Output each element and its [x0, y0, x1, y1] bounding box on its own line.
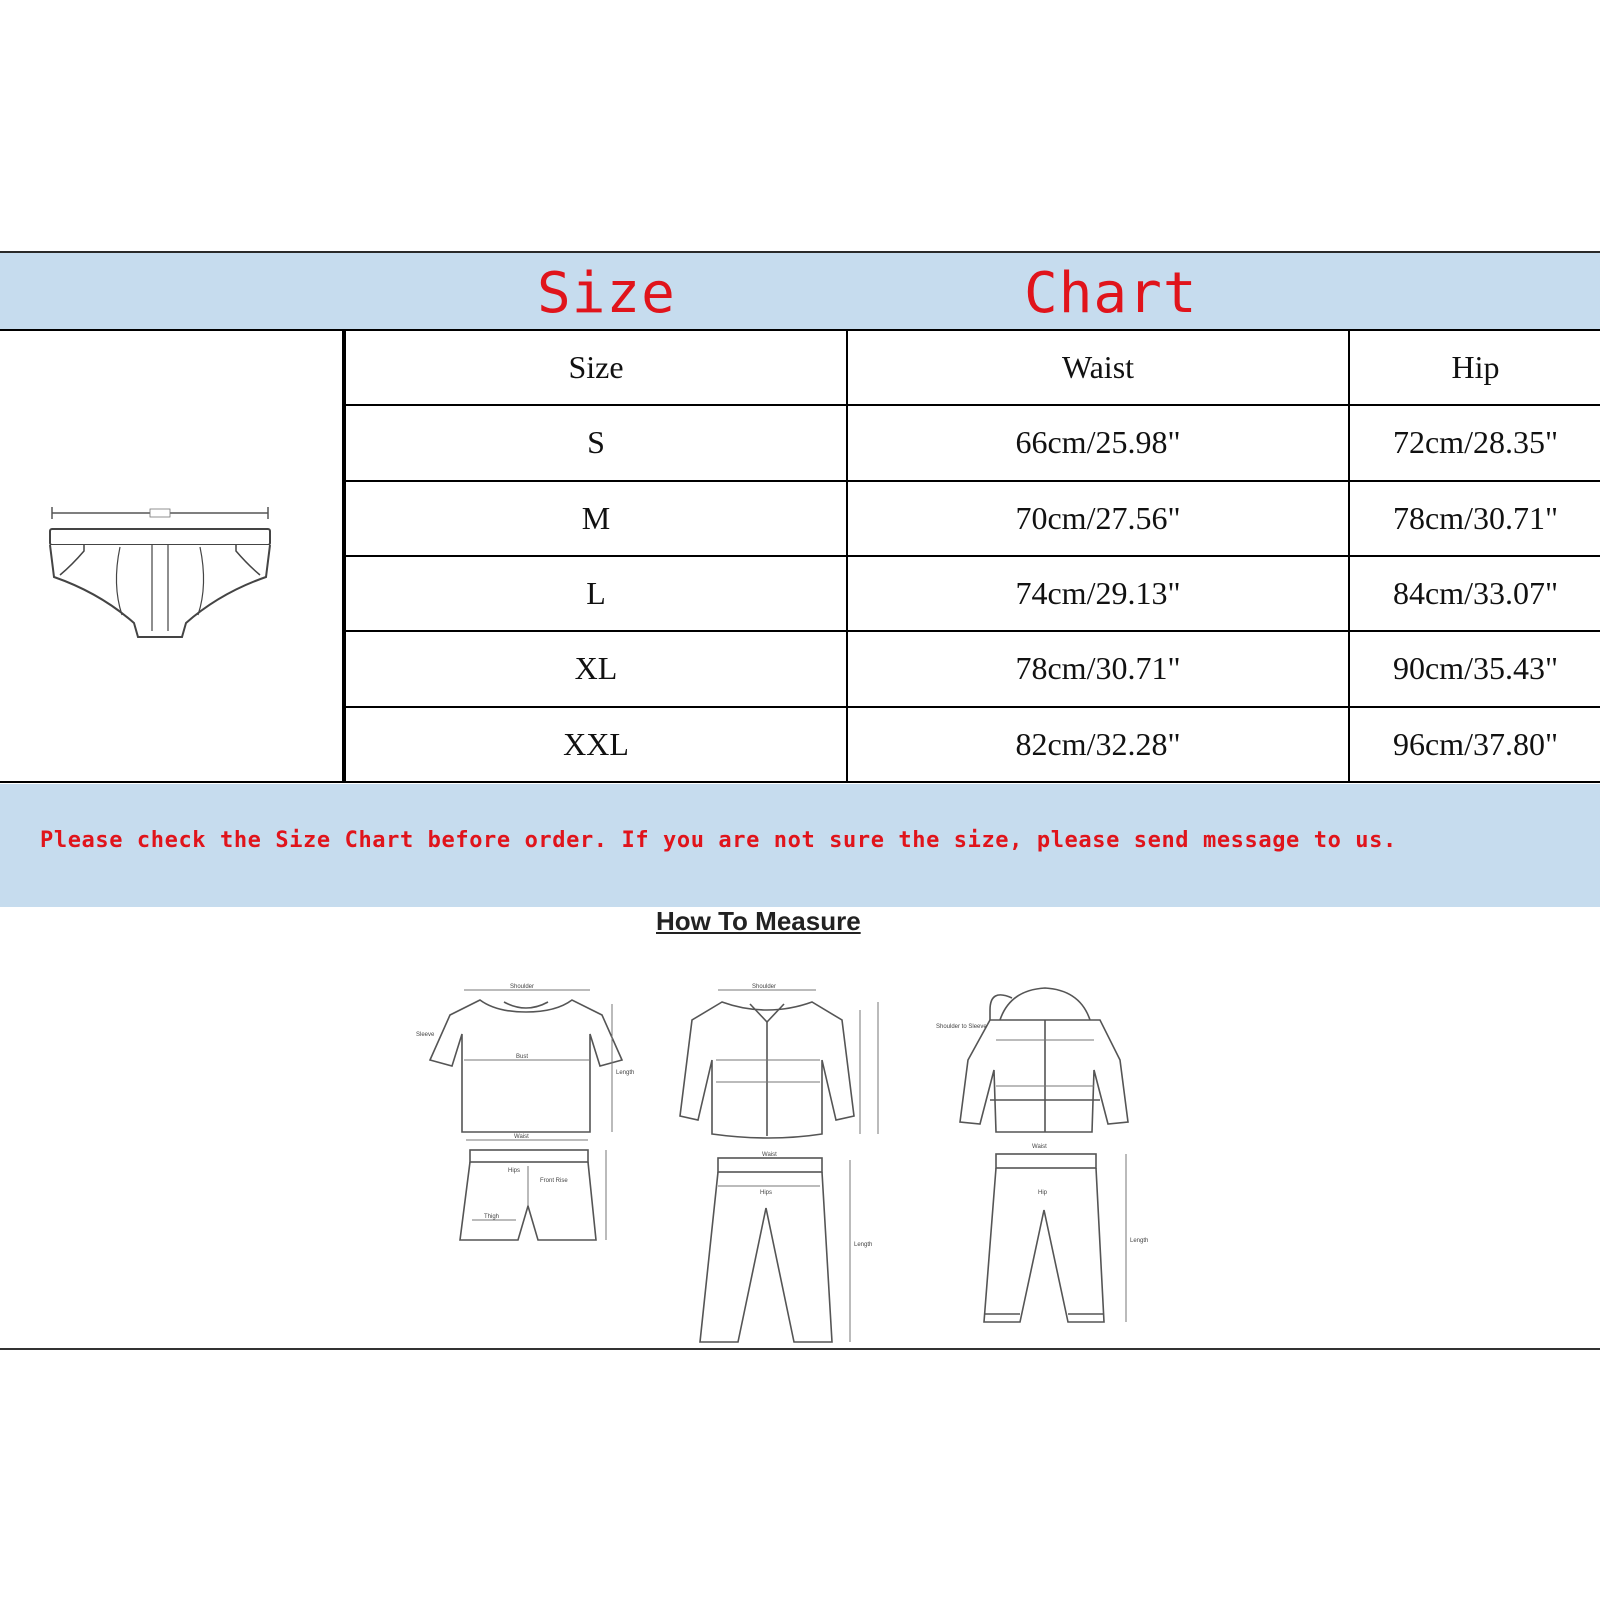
cell-waist: 78cm/30.71"	[847, 631, 1349, 706]
cell-size: XL	[345, 631, 847, 706]
cell-waist: 70cm/27.56"	[847, 481, 1349, 556]
cell-size: M	[345, 481, 847, 556]
table-header-row	[345, 330, 1600, 405]
order-note: Please check the Size Chart before order. If you are not sure the size, please send message to us.	[40, 828, 1397, 853]
label-shoulder: Shoulder	[510, 984, 535, 990]
label-length: Length	[616, 1070, 635, 1076]
label-waist: Waist	[514, 1134, 529, 1140]
table-row	[345, 707, 1600, 782]
cell-waist: 66cm/25.98"	[847, 405, 1349, 480]
how-to-measure-diagram	[380, 910, 1220, 1348]
label-trousers-hips: Hips	[760, 1190, 773, 1196]
cell-hip: 78cm/30.71"	[1349, 481, 1600, 556]
label-joggers-waist: Waist	[1032, 1144, 1047, 1150]
briefs-illustration	[0, 331, 342, 783]
table-row	[345, 631, 1600, 706]
label-joggers-hip: Hip	[1038, 1190, 1048, 1196]
shorts-illustration	[460, 1150, 606, 1240]
cell-hip: 96cm/37.80"	[1349, 707, 1600, 782]
table-row	[345, 405, 1600, 480]
joggers-illustration	[984, 1154, 1126, 1322]
cell-waist: 74cm/29.13"	[847, 556, 1349, 631]
tshirt-illustration	[430, 990, 622, 1140]
cell-hip: 72cm/28.35"	[1349, 405, 1600, 480]
label-sleeve: Sleeve	[416, 1032, 435, 1038]
title-band	[0, 251, 1600, 331]
table-row	[345, 556, 1600, 631]
column-header-size: Size	[345, 330, 847, 405]
label-bust: Bust	[516, 1054, 529, 1060]
cell-size: XXL	[345, 707, 847, 782]
shirt-illustration	[680, 990, 878, 1138]
label-thigh: Thigh	[484, 1214, 500, 1220]
label-trousers-length: Length	[854, 1242, 873, 1248]
cell-hip: 84cm/33.07"	[1349, 556, 1600, 631]
label-front-rise: Front Rise	[540, 1178, 568, 1184]
cell-hip: 90cm/35.43"	[1349, 631, 1600, 706]
bottom-divider	[0, 1348, 1600, 1350]
cell-size: S	[345, 405, 847, 480]
label-joggers-length: Length	[1130, 1238, 1149, 1244]
trousers-illustration	[700, 1158, 850, 1342]
title-chart: Chart	[1024, 261, 1198, 326]
cell-size: L	[345, 556, 847, 631]
label-hips: Hips	[508, 1168, 521, 1174]
column-header-hip: Hip	[1349, 330, 1600, 405]
label-trousers-waist: Waist	[762, 1152, 777, 1158]
title-size: Size	[537, 261, 676, 326]
note-band	[0, 784, 1600, 907]
hoodie-illustration	[960, 988, 1128, 1132]
label-shirt-shoulder: Shoulder	[752, 984, 777, 990]
label-shoulder-to-sleeve: Shoulder to Sleeve	[936, 1024, 987, 1030]
column-header-waist: Waist	[847, 330, 1349, 405]
how-to-measure-title: How To Measure	[656, 906, 861, 936]
table-row	[345, 481, 1600, 556]
cell-waist: 82cm/32.28"	[847, 707, 1349, 782]
size-table	[344, 329, 1600, 783]
product-image-box	[0, 329, 344, 783]
